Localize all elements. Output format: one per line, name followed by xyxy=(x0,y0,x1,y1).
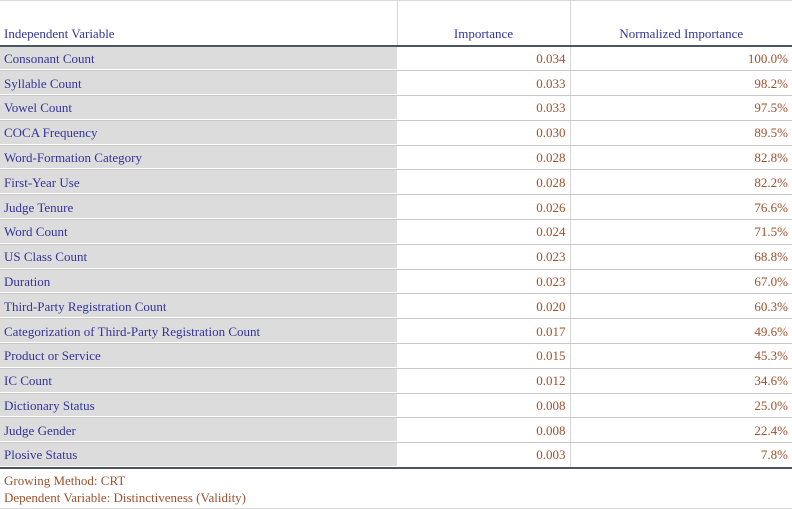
normalized-importance-value: 71.5% xyxy=(570,220,792,245)
importance-value: 0.023 xyxy=(397,269,570,294)
row-label: Duration xyxy=(0,269,397,294)
growing-method-note: Growing Method: CRT xyxy=(4,472,126,488)
row-label: Product or Service xyxy=(0,344,397,369)
importance-value: 0.015 xyxy=(397,344,570,369)
row-label: COCA Frequency xyxy=(0,120,397,145)
normalized-importance-value: 89.5% xyxy=(570,120,792,145)
column-header-importance: Importance xyxy=(397,1,570,47)
table-row xyxy=(0,145,792,170)
normalized-importance-value: 68.8% xyxy=(570,244,792,269)
row-label: Plosive Status xyxy=(0,443,397,468)
importance-value: 0.008 xyxy=(397,393,570,418)
row-label: Syllable Count xyxy=(0,71,397,96)
column-header-normalized-importance: Normalized Importance xyxy=(570,1,792,47)
normalized-importance-value: 34.6% xyxy=(570,368,792,393)
normalized-importance-value: 7.8% xyxy=(570,443,792,468)
importance-value: 0.030 xyxy=(397,120,570,145)
normalized-importance-value: 82.2% xyxy=(570,170,792,195)
importance-value: 0.033 xyxy=(397,96,570,121)
table-row xyxy=(0,96,792,121)
normalized-importance-value: 82.8% xyxy=(570,145,792,170)
table-row xyxy=(0,220,792,245)
normalized-importance-value: 60.3% xyxy=(570,294,792,319)
table-row xyxy=(0,269,792,294)
normalized-importance-value: 97.5% xyxy=(570,96,792,121)
importance-value: 0.017 xyxy=(397,319,570,344)
importance-value: 0.026 xyxy=(397,195,570,220)
dependent-variable-note: Dependent Variable: Distinctiveness (Validity) xyxy=(4,489,247,505)
row-label: IC Count xyxy=(0,368,397,393)
row-label: First-Year Use xyxy=(0,170,397,195)
importance-value: 0.012 xyxy=(397,368,570,393)
header-row xyxy=(0,1,792,47)
table-row xyxy=(0,294,792,319)
normalized-importance-value: 25.0% xyxy=(570,393,792,418)
row-label: Vowel Count xyxy=(0,96,397,121)
importance-value: 0.024 xyxy=(397,220,570,245)
table-row xyxy=(0,195,792,220)
table-body xyxy=(0,46,792,468)
importance-value: 0.034 xyxy=(397,46,570,71)
row-label: Word-Formation Category xyxy=(0,145,397,170)
importance-value: 0.003 xyxy=(397,443,570,468)
row-label: Categorization of Third-Party Registration Count xyxy=(0,319,397,344)
importance-value: 0.008 xyxy=(397,418,570,443)
importance-value: 0.023 xyxy=(397,244,570,269)
importance-value: 0.028 xyxy=(397,145,570,170)
table-row xyxy=(0,319,792,344)
table-row xyxy=(0,418,792,443)
row-label: US Class Count xyxy=(0,244,397,269)
table-row xyxy=(0,120,792,145)
importance-value: 0.020 xyxy=(397,294,570,319)
normalized-importance-value: 100.0% xyxy=(570,46,792,71)
importance-value: 0.028 xyxy=(397,170,570,195)
table-footnotes xyxy=(0,469,792,509)
normalized-importance-value: 98.2% xyxy=(570,71,792,96)
normalized-importance-value: 76.6% xyxy=(570,195,792,220)
table-row xyxy=(0,244,792,269)
table-row xyxy=(0,71,792,96)
normalized-importance-value: 67.0% xyxy=(570,269,792,294)
row-label: Judge Gender xyxy=(0,418,397,443)
row-label: Judge Tenure xyxy=(0,195,397,220)
column-header-independent-variable: Independent Variable xyxy=(0,1,397,47)
importance-value: 0.033 xyxy=(397,71,570,96)
table-row xyxy=(0,443,792,468)
table-row xyxy=(0,46,792,71)
row-label: Word Count xyxy=(0,220,397,245)
normalized-importance-value: 22.4% xyxy=(570,418,792,443)
normalized-importance-value: 49.6% xyxy=(570,319,792,344)
table-row xyxy=(0,344,792,369)
table-row xyxy=(0,170,792,195)
row-label: Consonant Count xyxy=(0,46,397,71)
table-row xyxy=(0,393,792,418)
row-label: Third-Party Registration Count xyxy=(0,294,397,319)
table-row xyxy=(0,368,792,393)
row-label: Dictionary Status xyxy=(0,393,397,418)
table-header xyxy=(0,1,792,47)
normalized-importance-value: 45.3% xyxy=(570,344,792,369)
